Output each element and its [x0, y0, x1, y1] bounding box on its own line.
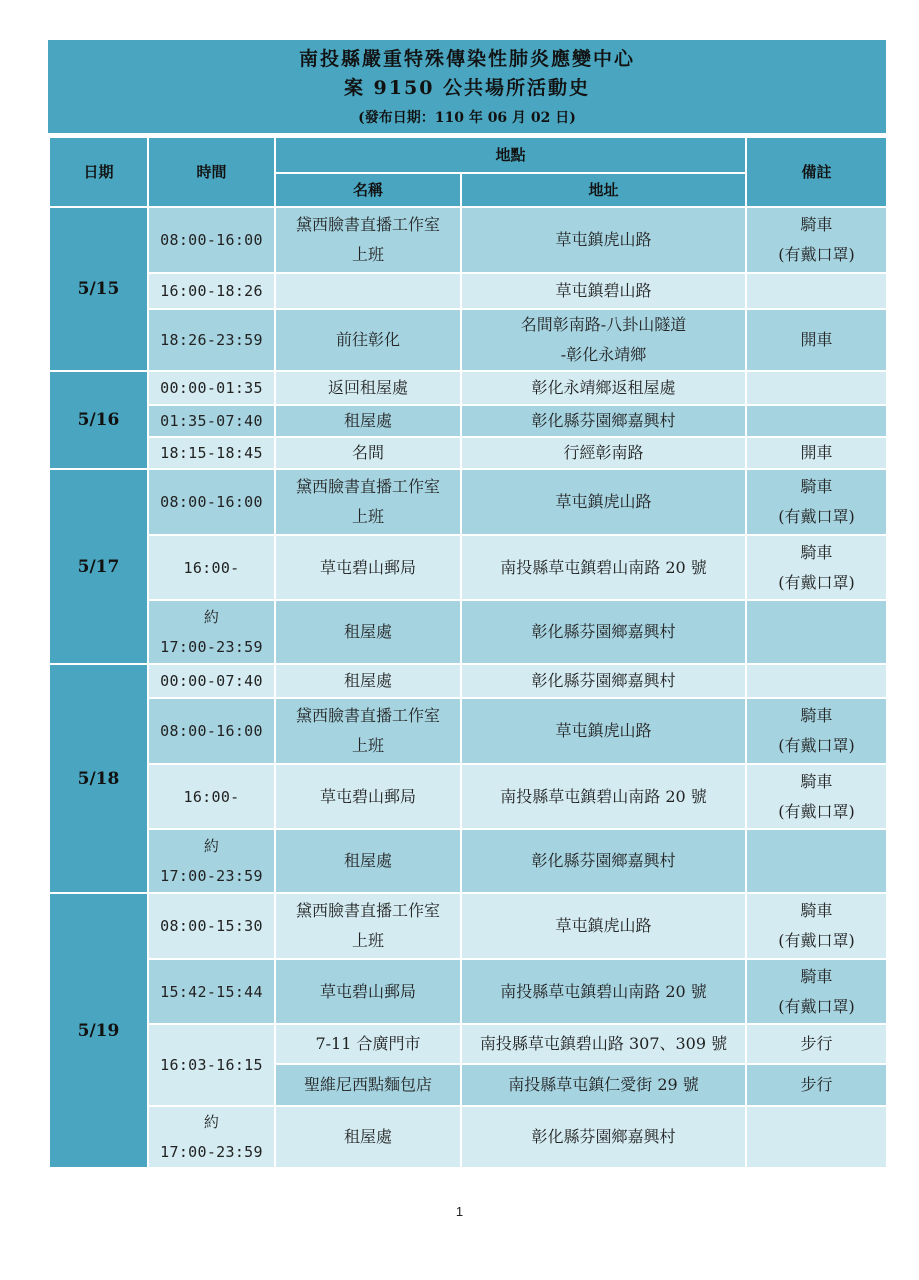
- place-name-cell: 7-11 合廣門市: [275, 1024, 461, 1064]
- note-cell: [746, 1106, 887, 1168]
- place-name-cell: 草屯碧山郵局: [275, 764, 461, 829]
- address-cell: 南投縣草屯鎮碧山南路 20 號: [461, 535, 746, 600]
- table-row: [49, 893, 887, 959]
- note-cell: [746, 664, 887, 698]
- address-cell: 南投縣草屯鎮碧山南路 20 號: [461, 764, 746, 829]
- col-header-place: 地點: [275, 137, 746, 173]
- document-header: [48, 40, 886, 136]
- table-row: [49, 698, 887, 764]
- table-row: [49, 273, 887, 309]
- table-row: [49, 207, 887, 273]
- time-cell: 約 17:00-23:59: [148, 829, 275, 893]
- place-name-cell: 黛西臉書直播工作室 上班: [275, 893, 461, 959]
- page-number: 1: [455, 1204, 464, 1219]
- address-cell: 草屯鎮虎山路: [461, 469, 746, 535]
- table-row: [49, 600, 887, 664]
- time-cell: 18:26-23:59: [148, 309, 275, 371]
- note-cell: 騎車 (有戴口罩): [746, 764, 887, 829]
- note-cell: [746, 405, 887, 437]
- time-cell: 01:35-07:40: [148, 405, 275, 437]
- note-cell: [746, 600, 887, 664]
- time-cell: 16:00-: [148, 764, 275, 829]
- time-cell: 08:00-16:00: [148, 698, 275, 764]
- time-cell: 00:00-01:35: [148, 371, 275, 405]
- note-cell: 騎車 (有戴口罩): [746, 207, 887, 273]
- activity-table: [48, 136, 888, 1169]
- date-cell: 5/19: [49, 893, 148, 1168]
- case-title: 案 9150 公共場所活動史: [343, 77, 591, 99]
- address-cell: 南投縣草屯鎮碧山南路 20 號: [461, 959, 746, 1024]
- time-cell: 00:00-07:40: [148, 664, 275, 698]
- place-name-cell: 草屯碧山郵局: [275, 535, 461, 600]
- address-cell: 草屯鎮虎山路: [461, 893, 746, 959]
- time-cell: 16:00-: [148, 535, 275, 600]
- note-cell: 開車: [746, 437, 887, 469]
- note-cell: 步行: [746, 1024, 887, 1064]
- note-cell: [746, 829, 887, 893]
- note-cell: 騎車 (有戴口罩): [746, 535, 887, 600]
- address-cell: 草屯鎮碧山路: [461, 273, 746, 309]
- time-cell: 18:15-18:45: [148, 437, 275, 469]
- place-name-cell: 前往彰化: [275, 309, 461, 371]
- time-cell: 約 17:00-23:59: [148, 600, 275, 664]
- date-cell: 5/16: [49, 371, 148, 469]
- table-row: [49, 437, 887, 469]
- col-header-time: 時間: [148, 137, 275, 207]
- date-cell: 5/17: [49, 469, 148, 664]
- place-name-cell: 草屯碧山郵局: [275, 959, 461, 1024]
- address-cell: 彰化縣芬園鄉嘉興村: [461, 600, 746, 664]
- col-header-address: 地址: [461, 173, 746, 207]
- col-header-name: 名稱: [275, 173, 461, 207]
- time-cell: 16:03-16:15: [148, 1024, 275, 1106]
- note-cell: [746, 273, 887, 309]
- address-cell: 草屯鎮虎山路: [461, 698, 746, 764]
- table-row: [49, 535, 887, 600]
- place-name-cell: 租屋處: [275, 664, 461, 698]
- place-name-cell: 租屋處: [275, 1106, 461, 1168]
- time-cell: 08:00-16:00: [148, 469, 275, 535]
- table-row: [49, 1024, 887, 1064]
- place-name-cell: 返回租屋處: [275, 371, 461, 405]
- date-cell: 5/18: [49, 664, 148, 893]
- activity-history-sheet: [48, 40, 886, 1169]
- time-cell: 15:42-15:44: [148, 959, 275, 1024]
- table-row: [49, 959, 887, 1024]
- address-cell: 彰化縣芬園鄉嘉興村: [461, 1106, 746, 1168]
- time-cell: 16:00-18:26: [148, 273, 275, 309]
- col-header-note: 備註: [746, 137, 887, 207]
- note-cell: 騎車 (有戴口罩): [746, 893, 887, 959]
- table-row: [49, 371, 887, 405]
- place-name-cell: 租屋處: [275, 600, 461, 664]
- note-cell: 步行: [746, 1064, 887, 1106]
- table-row: [49, 309, 887, 371]
- time-cell: 08:00-15:30: [148, 893, 275, 959]
- note-cell: 騎車 (有戴口罩): [746, 469, 887, 535]
- address-cell: 彰化永靖鄉返租屋處: [461, 371, 746, 405]
- place-name-cell: 黛西臉書直播工作室 上班: [275, 698, 461, 764]
- table-row: [49, 1106, 887, 1168]
- address-cell: 名間彰南路-八卦山隧道 -彰化永靖鄉: [461, 309, 746, 371]
- table-row: [49, 469, 887, 535]
- table-row: [49, 405, 887, 437]
- address-cell: 彰化縣芬園鄉嘉興村: [461, 405, 746, 437]
- place-name-cell: 黛西臉書直播工作室 上班: [275, 469, 461, 535]
- table-row: [49, 764, 887, 829]
- address-cell: 南投縣草屯鎮碧山路 307、309 號: [461, 1024, 746, 1064]
- note-cell: 騎車 (有戴口罩): [746, 698, 887, 764]
- col-header-date: 日期: [49, 137, 148, 207]
- org-title: 南投縣嚴重特殊傳染性肺炎應變中心: [298, 48, 635, 70]
- time-cell: 約 17:00-23:59: [148, 1106, 275, 1168]
- place-name-cell: 租屋處: [275, 829, 461, 893]
- place-name-cell: 租屋處: [275, 405, 461, 437]
- note-cell: 開車: [746, 309, 887, 371]
- place-name-cell: 黛西臉書直播工作室 上班: [275, 207, 461, 273]
- place-name-cell: 聖維尼西點麵包店: [275, 1064, 461, 1106]
- address-cell: 行經彰南路: [461, 437, 746, 469]
- publish-date: (發布日期：110 年 06 月 02 日): [358, 110, 576, 126]
- address-cell: 彰化縣芬園鄉嘉興村: [461, 664, 746, 698]
- note-cell: [746, 371, 887, 405]
- address-cell: 彰化縣芬園鄉嘉興村: [461, 829, 746, 893]
- table-row: [49, 664, 887, 698]
- time-cell: 08:00-16:00: [148, 207, 275, 273]
- address-cell: 南投縣草屯鎮仁愛街 29 號: [461, 1064, 746, 1106]
- table-row: [49, 829, 887, 893]
- address-cell: 草屯鎮虎山路: [461, 207, 746, 273]
- date-cell: 5/15: [49, 207, 148, 371]
- place-name-cell: [275, 273, 461, 309]
- place-name-cell: 名間: [275, 437, 461, 469]
- note-cell: 騎車 (有戴口罩): [746, 959, 887, 1024]
